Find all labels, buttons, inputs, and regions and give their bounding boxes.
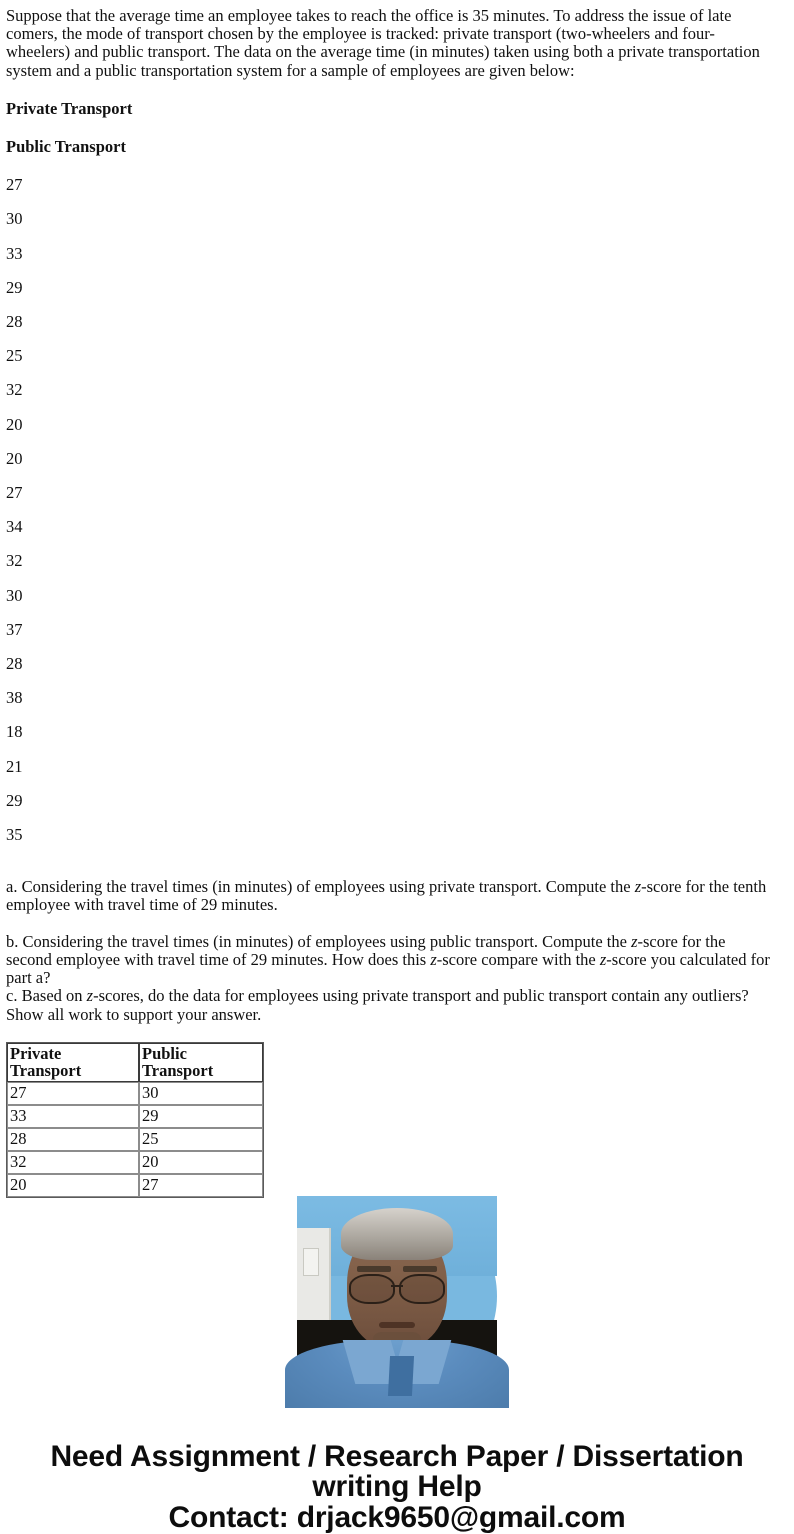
question-b-text-2: -score for the second employee with travel time of 29 minutes. How does this [6, 931, 726, 969]
table-row [7, 1082, 263, 1105]
avatar-background-switch [303, 1248, 319, 1276]
column-header-private-transport: Private Transport [7, 1043, 139, 1082]
list-item: 27 [6, 175, 23, 195]
cell-private: 20 [7, 1174, 139, 1197]
cell-public: 30 [139, 1082, 263, 1105]
list-item: 28 [6, 654, 23, 674]
table-row [7, 1151, 263, 1174]
list-item: 20 [6, 448, 23, 468]
list-item: 29 [6, 277, 23, 297]
list-item: 38 [6, 688, 23, 708]
z-symbol: z [631, 931, 638, 951]
list-item: 28 [6, 312, 23, 332]
intro-paragraph: Suppose that the average time an employee takes to reach the office is 35 minutes. To address the issue of late comers, the mode of transport chosen by the employee is tracked: private transport (two-wheelers and four-wheelers) and public transport. The data on the average time (in minutes) taken using both a private transportation system and a public transportation system for a sample of employees are given below: [6, 6, 760, 80]
heading-private-transport: Private Transport [6, 98, 133, 118]
question-b-text-1: b. Considering the travel times (in minutes) of employees using public transport. Compute the [6, 931, 632, 951]
avatar-hair [341, 1208, 453, 1260]
list-item: 32 [6, 551, 23, 571]
list-item: 37 [6, 619, 23, 639]
table-row [7, 1174, 263, 1197]
avatar-lens-left [349, 1274, 395, 1304]
promo-line-1: Need Assignment / Research Paper / Dissertation [50, 1439, 744, 1473]
list-item: 27 [6, 483, 23, 503]
promo-line-2: writing Help [312, 1469, 482, 1503]
questions-block [0, 878, 794, 1023]
question-a [0, 878, 794, 914]
list-item: 21 [6, 756, 23, 776]
list-item: 30 [6, 209, 23, 229]
table-body [7, 1082, 263, 1197]
avatar-glasses-bridge [391, 1285, 403, 1287]
list-item: 29 [6, 790, 23, 810]
column-header-public-transport: Public Transport [139, 1043, 263, 1082]
cell-public: 25 [139, 1128, 263, 1151]
avatar [297, 1196, 497, 1396]
avatar-mouth [379, 1322, 415, 1328]
question-a-text-post: -score for the tenth employee with travel time of 29 minutes. [6, 877, 767, 915]
list-item: 32 [6, 380, 23, 400]
table-row [7, 1128, 263, 1151]
promo-line-3: Contact: drjack9650@gmail.com [168, 1500, 626, 1534]
promo-footer [0, 1439, 794, 1534]
question-c-text-pre: c. Based on [6, 986, 87, 1006]
list-item: 20 [6, 414, 23, 434]
table-header-row [7, 1043, 263, 1082]
list-item: 25 [6, 346, 23, 366]
glasses-icon [349, 1274, 445, 1300]
list-item: 35 [6, 825, 23, 845]
cell-private: 32 [7, 1151, 139, 1174]
cell-private: 28 [7, 1128, 139, 1151]
z-symbol: z [599, 949, 607, 969]
list-item: 30 [6, 585, 23, 605]
table-head [7, 1043, 263, 1082]
question-a-text-pre: a. Considering the travel times (in minutes) of employees using private transport. Compute the [6, 877, 635, 897]
z-symbol: z [86, 986, 94, 1006]
avatar-tie [388, 1356, 414, 1396]
heading-public-transport: Public Transport [6, 137, 126, 157]
cell-private: 27 [7, 1082, 139, 1105]
list-item: 34 [6, 517, 23, 537]
question-c-text-post: -scores, do the data for employees using private transport and public transport contain any outliers? Show all work to support your answer. [6, 986, 749, 1024]
cell-public: 29 [139, 1105, 263, 1128]
list-item: 18 [6, 722, 23, 742]
cell-private: 33 [7, 1105, 139, 1128]
question-c [0, 987, 794, 1023]
data-table-container [0, 1042, 794, 1194]
avatar-eyebrow-right [403, 1266, 437, 1272]
avatar-lens-right [399, 1274, 445, 1304]
question-b-text-4: -score you calculated for part a? [6, 949, 770, 988]
transport-data-table [6, 1042, 264, 1198]
question-b [0, 933, 794, 988]
cell-public: 20 [139, 1151, 263, 1174]
list-item: 33 [6, 243, 23, 263]
z-symbol: z [430, 949, 437, 969]
avatar-background-wall-left [297, 1228, 331, 1328]
avatar-container [0, 1196, 794, 1396]
value-list [0, 176, 794, 844]
question-b-text-3: -score compare with the [436, 949, 600, 969]
cell-public: 27 [139, 1174, 263, 1197]
z-symbol: z [634, 877, 642, 897]
table-row [7, 1105, 263, 1128]
avatar-eyebrow-left [357, 1266, 391, 1272]
